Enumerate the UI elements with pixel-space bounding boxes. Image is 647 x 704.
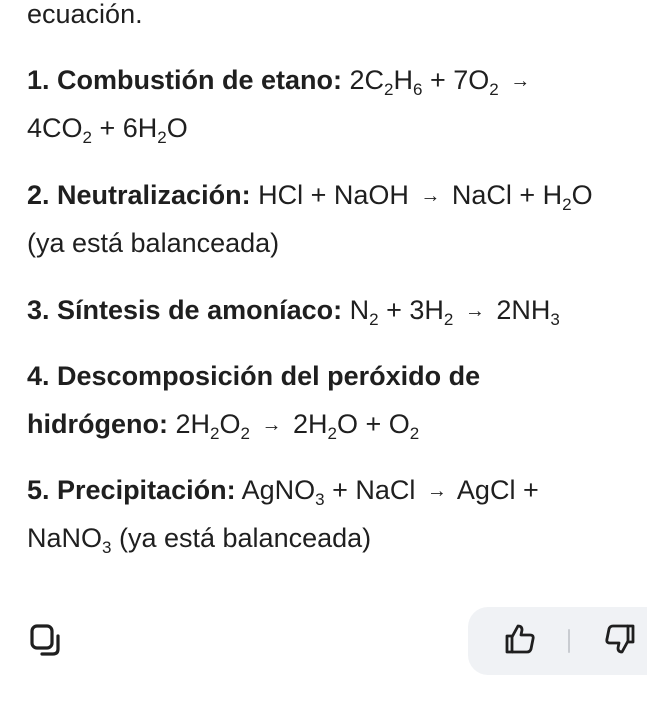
intro-text: ecuación. bbox=[27, 0, 143, 29]
list-item-5-cont bbox=[27, 522, 372, 557]
item-label: 2. Neutralización: bbox=[27, 180, 251, 210]
reaction-arrow: → bbox=[464, 300, 485, 322]
list-item-1-cont bbox=[27, 112, 188, 147]
list-item-4-cont bbox=[27, 408, 419, 441]
copy-icon bbox=[28, 622, 64, 663]
reaction-arrow: → bbox=[261, 414, 282, 436]
equation-products-cont: NaNO$_3$ bbox=[27, 523, 112, 557]
list-item-3 bbox=[27, 294, 560, 327]
item-label: hidrógeno: bbox=[27, 409, 168, 439]
reaction-arrow: → bbox=[426, 480, 447, 502]
thumbs-up-icon bbox=[503, 622, 537, 661]
equation-products: $2NH_3$ bbox=[496, 295, 560, 329]
equation-products: NaCl + $H_2O$ bbox=[451, 180, 593, 214]
thumbs-down-button[interactable] bbox=[598, 619, 642, 663]
equation-products: AgCl + bbox=[456, 475, 539, 505]
equation-reactants: $2C_2H_6 + 7O_2$ bbox=[349, 65, 499, 99]
thumbs-up-button[interactable] bbox=[498, 619, 542, 663]
equation-products: $2H_2O + O_2$ bbox=[293, 409, 420, 443]
feedback-bar bbox=[468, 607, 647, 675]
feedback-divider bbox=[568, 629, 570, 653]
reaction-arrow: → bbox=[420, 185, 441, 207]
copy-button[interactable] bbox=[24, 620, 68, 664]
item-note: (ya está balanceada) bbox=[111, 523, 372, 553]
list-item-1 bbox=[27, 64, 534, 97]
item-label: 1. Combustión de etano: bbox=[27, 65, 343, 95]
equation-products: $4CO_2 + 6H_2O$ bbox=[27, 113, 188, 147]
list-item-4 bbox=[27, 360, 480, 392]
reaction-arrow: → bbox=[510, 70, 531, 92]
list-item-2 bbox=[27, 179, 593, 212]
equation-reactants: AgNO$_3$ + NaCl bbox=[241, 475, 416, 509]
list-item-2-note: (ya está balanceada) bbox=[27, 228, 280, 258]
equation-reactants: HCl + NaOH bbox=[258, 180, 409, 210]
item-label: 4. Descomposición del peróxido de bbox=[27, 361, 481, 391]
item-label: 3. Síntesis de amoníaco: bbox=[27, 295, 343, 325]
equation-reactants: $N_2 + 3H_2$ bbox=[349, 295, 454, 329]
thumbs-down-icon bbox=[603, 622, 637, 661]
equation-reactants: $2H_2O_2$ bbox=[175, 409, 250, 443]
item-label: 5. Precipitación: bbox=[27, 475, 236, 505]
list-item-5 bbox=[27, 474, 539, 507]
